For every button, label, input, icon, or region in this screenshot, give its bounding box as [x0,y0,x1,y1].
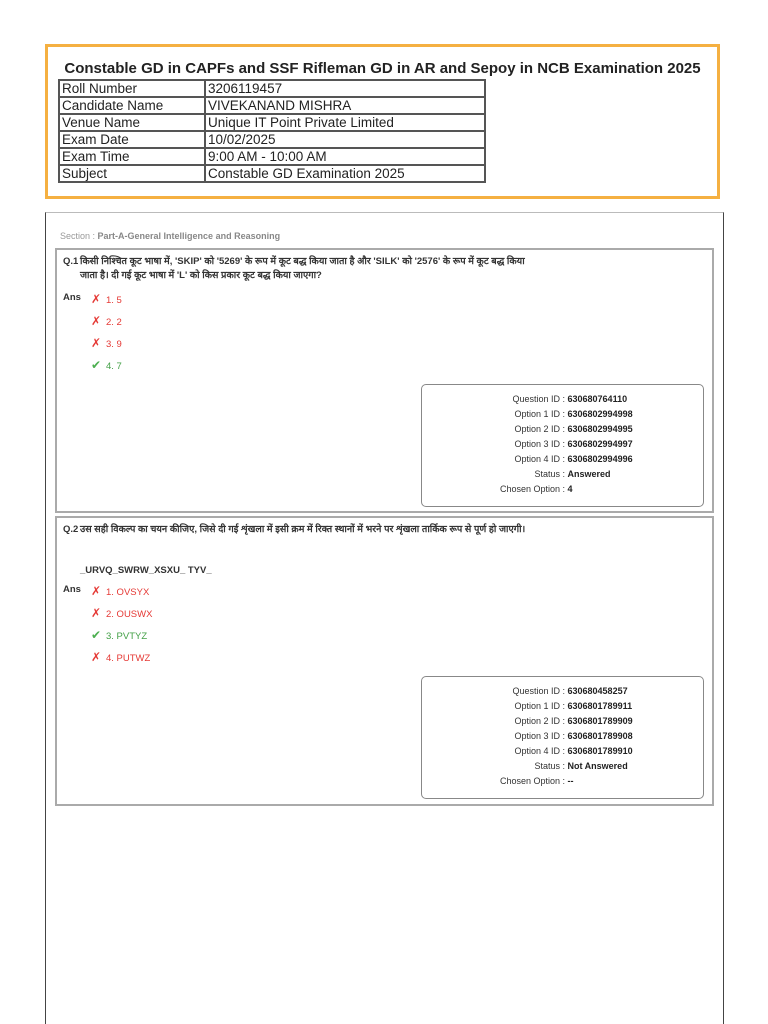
option-2 [91,314,122,328]
cross-icon: ✗ [91,336,102,350]
cross-icon: ✗ [91,606,102,620]
check-icon: ✔ [91,358,102,372]
question-number: Q.2 [63,524,79,535]
info-key: Question ID : [512,686,565,696]
question-series: _URVQ_SWRW_XSXU_ TYV_ [80,565,212,576]
option-4-id-row [422,743,633,759]
candidate-info-table [58,79,486,183]
exam-date-label: Exam Date [59,131,205,148]
info-value: 630680764110 [567,394,628,404]
info-key: Chosen Option : [499,776,565,786]
option-label: 3. 9 [106,339,122,350]
question-panel-1 [55,248,714,513]
info-value: 6306802994995 [567,424,633,434]
cross-icon: ✗ [91,584,102,598]
venue-name-value: Unique IT Point Private Limited [205,114,485,131]
option-label: 2. OUSWX [106,609,153,620]
option-label: 3. PVTYZ [106,631,148,642]
info-key: Option 4 ID : [514,746,565,756]
info-key: Option 3 ID : [514,439,565,449]
status-value: Not Answered [567,761,628,771]
option-label: 1. OVSYX [106,587,150,598]
answer-label: Ans [63,584,81,595]
roll-number-value: 3206119457 [205,80,485,97]
question-id-row [422,391,627,407]
exam-date-value: 10/02/2025 [205,131,485,148]
option-4-id-row [422,451,633,467]
info-key: Option 1 ID : [514,701,565,711]
exam-time-label: Exam Time [59,148,205,165]
subject-value: Constable GD Examination 2025 [205,165,485,182]
option-label: 1. 5 [106,295,122,306]
info-key: Chosen Option : [499,484,565,494]
option-1-id-row [422,698,632,714]
status-row [422,466,611,482]
question-text-block [63,523,533,537]
question-text: किसी निश्चित कूट भाषा में, 'SKIP' को '5269' के रूप में कूट बद्ध किया जाता है और 'SILK' को '2576' के रूप में कूट बद्ध किया जाता है। दी गई कूट भाषा में 'L' को किस प्रकार कूट बद्ध किया जाएगा? [80,256,525,281]
cross-icon: ✗ [91,314,102,328]
info-key: Option 2 ID : [514,424,565,434]
option-3-id-row [422,436,633,452]
answer-label: Ans [63,292,81,303]
question-text-block [63,255,533,283]
question-info-box [421,676,704,799]
info-key: Status : [534,469,565,479]
exam-time-value: 9:00 AM - 10:00 AM [205,148,485,165]
option-1 [91,584,149,598]
table-row [59,148,485,165]
question-id-row [422,683,628,699]
option-2 [91,606,152,620]
info-value: 6306801789910 [567,746,633,756]
candidate-header [45,44,720,199]
chosen-option-row [422,773,574,789]
option-label: 4. 7 [106,361,122,372]
option-2-id-row [422,713,633,729]
option-label: 2. 2 [106,317,122,328]
info-key: Question ID : [512,394,565,404]
candidate-name-value: VIVEKANAND MISHRA [205,97,485,114]
info-key: Option 4 ID : [514,454,565,464]
section-prefix: Section : [60,231,98,241]
table-row [59,114,485,131]
info-value: 6306801789911 [567,701,633,711]
table-row [59,97,485,114]
option-label: 4. PUTWZ [106,653,151,664]
status-row [422,758,628,774]
info-value: 6306801789909 [567,716,633,726]
check-icon: ✔ [91,628,102,642]
option-3-id-row [422,728,633,744]
cross-icon: ✗ [91,650,102,664]
roll-number-label: Roll Number [59,80,205,97]
info-value: 6306802994997 [567,439,633,449]
candidate-name-label: Candidate Name [59,97,205,114]
table-row [59,165,485,182]
section-name: Part-A-General Intelligence and Reasoning [97,231,281,241]
chosen-option-value: -- [567,776,574,786]
info-key: Option 1 ID : [514,409,565,419]
status-value: Answered [567,469,611,479]
exam-title: Constable GD in CAPFs and SSF Rifleman GD in AR and Sepoy in NCB Examination 2025 [64,60,701,77]
info-key: Option 3 ID : [514,731,565,741]
info-key: Status : [534,761,565,771]
option-4 [91,358,122,372]
info-value: 6306801789908 [567,731,633,741]
table-row [59,80,485,97]
info-value: 6306802994998 [567,409,633,419]
chosen-option-row [422,481,573,497]
subject-label: Subject [59,165,205,182]
section-label [60,231,280,241]
question-panel-2 [55,516,714,806]
table-row [59,131,485,148]
question-text: उस सही विकल्प का चयन कीजिए, जिसे दी गई शृंखला में इसी क्रम में रिक्त स्थानों में भरने पर शृंखला तार्किक रूप से पूर्ण हो जाएगी। [80,524,526,535]
info-value: 630680458257 [567,686,628,696]
info-key: Option 2 ID : [514,716,565,726]
chosen-option-value: 4 [567,484,573,494]
option-1 [91,292,122,306]
question-number: Q.1 [63,256,79,267]
option-3 [91,628,147,642]
option-3 [91,336,122,350]
option-2-id-row [422,421,633,437]
info-value: 6306802994996 [567,454,633,464]
question-info-box [421,384,704,507]
option-1-id-row [422,406,633,422]
cross-icon: ✗ [91,292,102,306]
option-4 [91,650,150,664]
venue-name-label: Venue Name [59,114,205,131]
